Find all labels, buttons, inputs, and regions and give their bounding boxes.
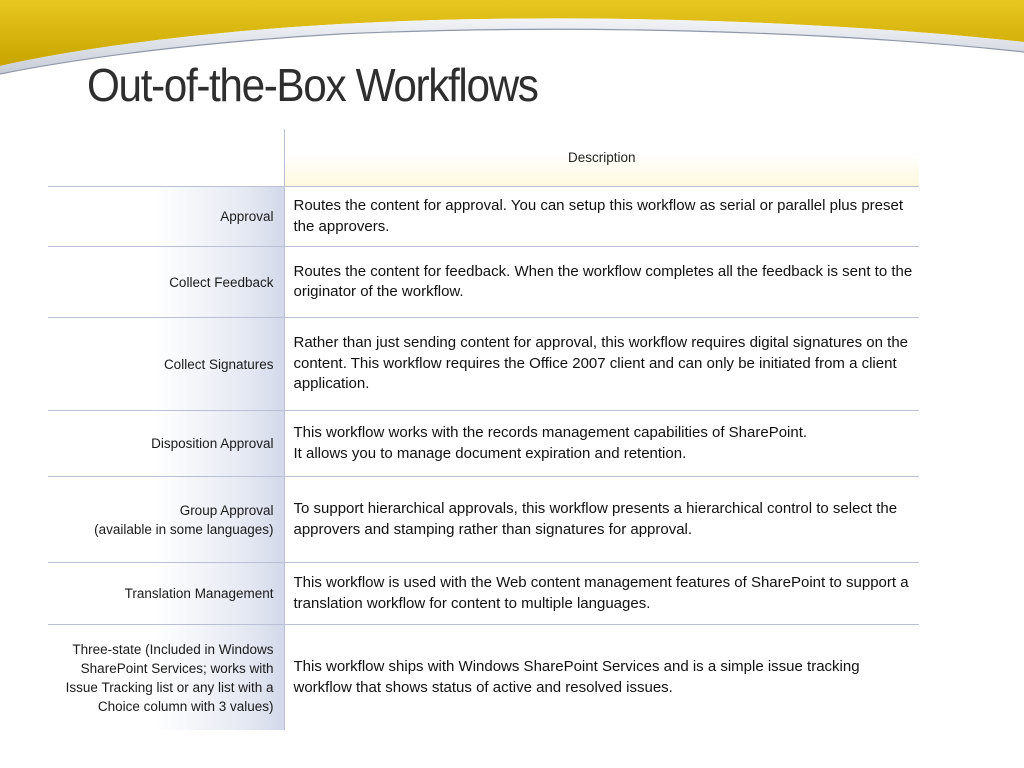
header-name-cell — [48, 129, 284, 187]
workflow-description-cell — [284, 477, 919, 563]
workflow-description: This workflow works with the records management capabilities of SharePoint. — [293, 424, 808, 441]
workflow-name-cell — [48, 477, 284, 563]
workflow-description-cell — [284, 318, 919, 411]
workflow-description: Routes the content for approval. You can setup this workflow as serial or parallel plus preset the approvers. — [293, 197, 904, 235]
workflow-name: Collect Signatures — [163, 356, 274, 372]
workflow-name: Approval — [220, 209, 274, 224]
table-row — [48, 318, 919, 411]
workflow-description: To support hierarchical approvals, this workflow presents a hierarchical control to select the approvers and stamping rather than signatures for approval. — [293, 500, 898, 538]
workflow-description-cell — [284, 625, 919, 731]
workflow-name: Group Approval — [179, 502, 274, 518]
workflow-description-cell — [284, 187, 919, 247]
workflow-table — [48, 129, 919, 730]
workflow-description-cell — [284, 247, 919, 318]
workflow-description: This workflow ships with Windows SharePoint Services and is a simple issue tracking workflow that shows status of active and resolved issues. — [293, 658, 860, 696]
workflow-name: Disposition Approval — [151, 436, 274, 451]
workflow-name: Collect Feedback — [169, 274, 274, 290]
table-row — [48, 187, 919, 247]
workflow-name: Three-state (Included in Windows SharePoint Services; works with Issue Tracking list or any list with a Choice column with 3 values) — [65, 641, 274, 714]
table-row — [48, 411, 919, 477]
workflow-name-cell — [48, 247, 284, 318]
table-row — [48, 477, 919, 563]
table-row — [48, 247, 919, 318]
table-body — [48, 187, 919, 731]
workflow-description-cell — [284, 411, 919, 477]
workflow-description-cell — [284, 563, 919, 625]
workflow-name: Translation Management — [124, 586, 274, 601]
slide-title: Out-of-the-Box Workflows — [87, 59, 538, 111]
table-header-row — [48, 129, 919, 187]
table-row — [48, 563, 919, 625]
workflow-name: (available in some languages) — [94, 521, 274, 537]
workflow-description: This workflow is used with the Web content management features of SharePoint to support a translation workflow for content to multiple languages. — [293, 574, 909, 612]
table-row — [48, 625, 919, 731]
workflow-name-cell — [48, 187, 284, 247]
workflow-name-cell — [48, 563, 284, 625]
workflow-description: Routes the content for feedback. When the workflow completes all the feedback is sent to the originator of the workflow. — [293, 262, 913, 300]
workflow-name-cell — [48, 625, 284, 731]
workflow-description: It allows you to manage document expiration and retention. — [293, 444, 687, 462]
workflow-description: Rather than just sending content for approval, this workflow requires digital signatures on the content. This workflow requires the Office 2007 client and can only be initiated from a client application. — [293, 334, 909, 393]
header-description-cell: Description — [284, 129, 919, 187]
workflow-name-cell — [48, 318, 284, 411]
workflow-name-cell — [48, 411, 284, 477]
